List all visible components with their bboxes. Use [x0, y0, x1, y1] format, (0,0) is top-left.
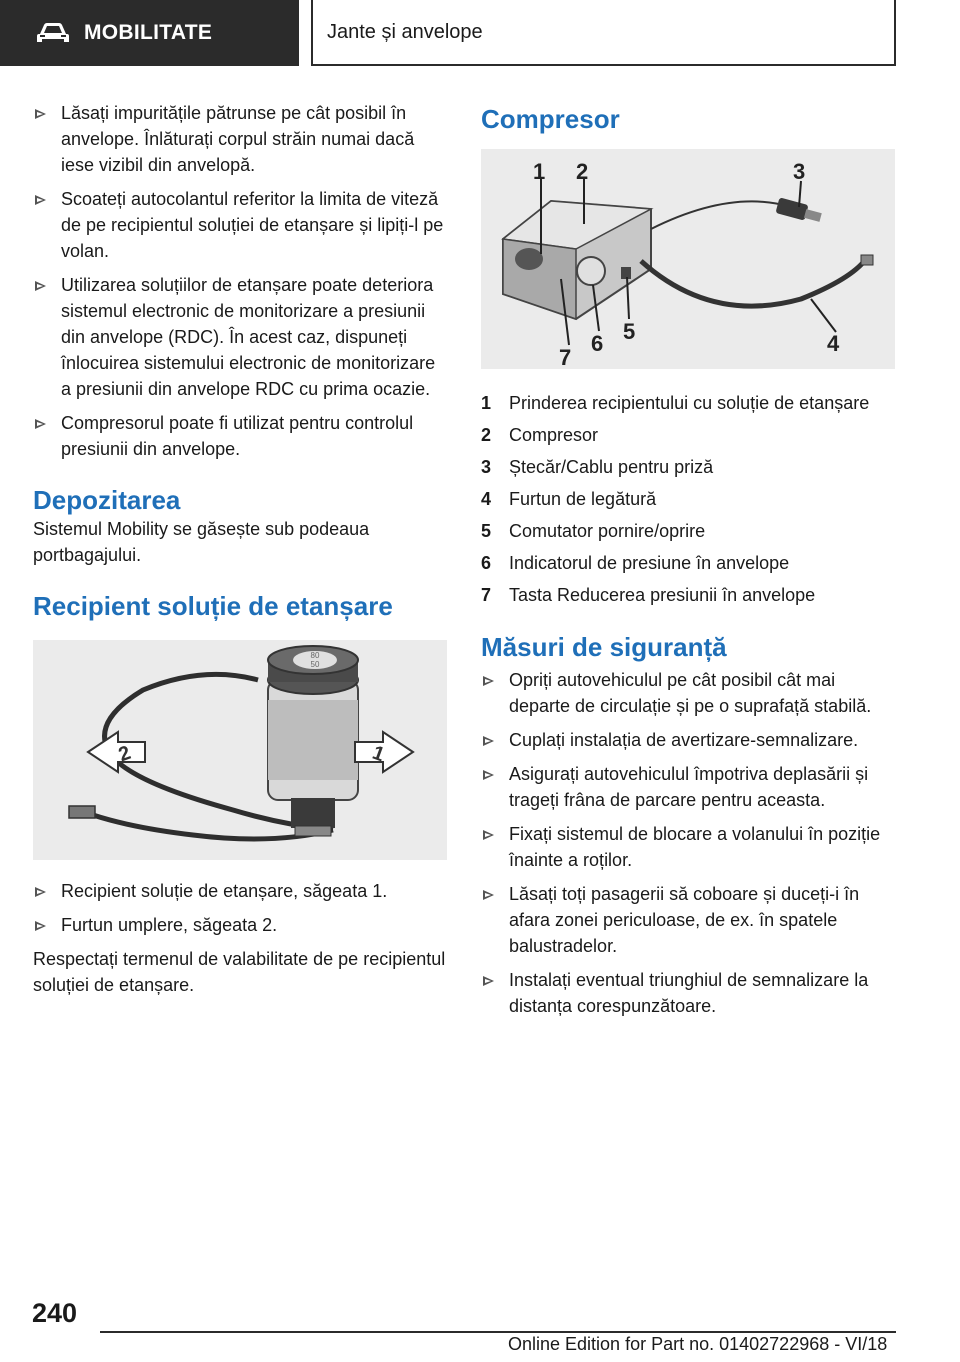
triangle-bullet-icon: [35, 887, 46, 897]
sealant-heading: Recipient soluție de etanșare: [33, 591, 393, 621]
left-column: [33, 100, 447, 998]
bullet-item: Lăsați impuritățile pătrunse pe cât posibil în anvelope. Înlăturați corpul străin numai dacă iese vizibil din anvelopă.: [33, 100, 447, 178]
callout-5: 5: [623, 319, 636, 344]
triangle-bullet-icon: [35, 109, 46, 119]
compressor-image: [481, 149, 895, 369]
triangle-bullet-icon: [483, 676, 494, 686]
legend-item: 6 Indicatorul de presiune în anvelope: [481, 553, 790, 573]
bullet-item: Fixați sistemul de blocare a volanului în poziție înainte a roților.: [481, 821, 895, 873]
bullet-item: Compresorul poate fi utilizat pentru controlul presiunii din anvelope.: [33, 410, 447, 462]
triangle-bullet-icon: [483, 770, 494, 780]
bullet-item: Instalați eventual triunghiul de semnalizare la distanța corespunzătoare.: [481, 967, 895, 1019]
storage-heading: Depozitarea: [33, 485, 181, 515]
sealant-note: Respectați termenul de valabilitate de pe recipientul soluției de etanșare.: [33, 949, 446, 995]
bullet-item: Recipient soluție de etanșare, săgeata 1.: [33, 878, 447, 904]
car-icon: [36, 21, 70, 45]
page-number: 240: [32, 1298, 78, 1328]
callout-4: 4: [827, 331, 840, 356]
safety-heading: Măsuri de siguranță: [481, 632, 727, 662]
triangle-bullet-icon: [35, 281, 46, 291]
compressor-illustration: [481, 149, 895, 369]
right-column: [481, 100, 895, 1027]
triangle-bullet-icon: [483, 830, 494, 840]
callout-7: 7: [559, 345, 572, 369]
arrow-label-2: 2: [115, 741, 134, 767]
callout-3: 3: [793, 159, 806, 184]
section-title: MOBILITATE: [84, 21, 213, 44]
bullet-item: Scoateți autocolantul referitor la limita de viteză de pe recipientul soluției de etanșare și lipiți-l pe volan.: [33, 186, 447, 264]
bullet-item: Utilizarea soluțiilor de etanșare poate deteriora sistemul electronic de monitorizare a presiunii din anvelope (RDC). În acest caz, dispuneți înlocuirea sistemului electronic de monitorizare a presiunii din anvelope RDC cu prima ocazie.: [33, 272, 447, 402]
triangle-bullet-icon: [483, 736, 494, 746]
chapter-title: Jante și anvelope: [327, 20, 483, 43]
callout-1: 1: [533, 159, 546, 184]
legend-item: 4 Furtun de legătură: [481, 489, 657, 509]
triangle-bullet-icon: [35, 195, 46, 205]
compressor-heading: Compresor: [481, 104, 620, 134]
callout-6: 6: [591, 331, 604, 356]
footer-divider: [100, 1331, 896, 1333]
bullet-item: Opriți autovehiculul pe cât posibil cât mai departe de circulație și pe o suprafață stabilă.: [481, 667, 895, 719]
legend-item: 2 Compresor: [481, 425, 599, 445]
chapter-tab[interactable]: [311, 0, 896, 66]
triangle-bullet-icon: [483, 976, 494, 986]
callout-2: 2: [576, 159, 589, 184]
storage-text: Sistemul Mobility se găsește sub podeaua portbagajului.: [33, 519, 370, 565]
compressor-legend: [481, 387, 895, 611]
arrow-label-1: 1: [369, 741, 388, 767]
triangle-bullet-icon: [35, 921, 46, 931]
sealant-container-image: [33, 640, 447, 860]
bullet-item: Cuplați instalația de avertizare-semnalizare.: [481, 727, 895, 753]
triangle-bullet-icon: [483, 890, 494, 900]
sealant-illustration: [33, 640, 447, 860]
legend-item: 3 Ștecăr/Cablu pentru priză: [481, 457, 714, 477]
edition-text: Online Edition for Part no. 01402722968 - VI/18: [508, 1334, 888, 1354]
bullet-item: Lăsați toți pasagerii să coboare și duceți-i în afara zonei periculoase, de ex. în spatele balustradelor.: [481, 881, 895, 959]
can-label-bottom: 50: [310, 660, 320, 669]
legend-item: 7 Tasta Reducerea presiunii în anvelope: [481, 585, 816, 605]
legend-item: 1 Prinderea recipientului cu soluție de etanșare: [481, 393, 870, 413]
triangle-bullet-icon: [35, 419, 46, 429]
bullet-item: Asigurați autovehiculul împotriva deplasării și trageți frâna de parcare pentru aceasta.: [481, 761, 895, 813]
bullet-item: Furtun umplere, săgeata 2.: [33, 912, 447, 938]
section-tab[interactable]: [0, 0, 299, 66]
can-label-top: 80: [310, 651, 320, 660]
legend-item: 5 Comutator pornire/oprire: [481, 521, 706, 541]
